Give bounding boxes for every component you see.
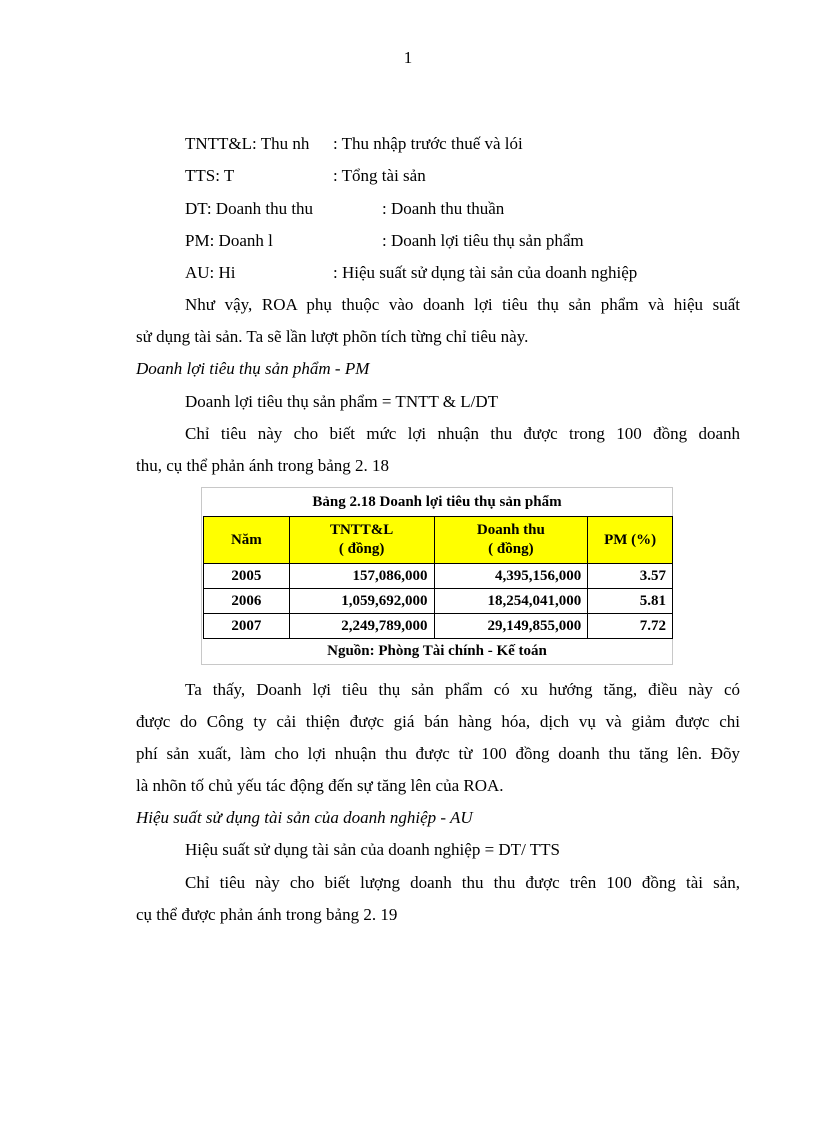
abbreviation-term: PM: Doanh l — [185, 231, 273, 250]
cell-pm: 3.57 — [588, 564, 673, 589]
header-pm: PM (%) — [588, 517, 673, 564]
table-caption: Bảng 2.18 Doanh lợi tiêu thụ sản phẩm — [312, 494, 562, 510]
cell-pm: 5.81 — [588, 589, 673, 614]
table-row — [204, 614, 673, 639]
abbreviation-definition: : Hiệu suất sử dụng tài sản của doanh nghiệp — [333, 263, 638, 282]
header-tntt: TNTT&L ( đồng) — [289, 517, 434, 564]
data-table — [203, 516, 673, 639]
table-header-row — [204, 517, 673, 564]
paragraph-line: Chỉ tiêu này cho biết mức lợi nhuận thu được trong 100 đồng doanh — [185, 424, 740, 443]
paragraph-line: được do Công ty cải thiện được giá bán hàng hóa, dịch vụ và giảm được chi — [136, 712, 740, 731]
formula-au: Hiệu suất sử dụng tài sản của doanh nghiệp = DT/ TTS — [185, 840, 560, 859]
section-heading-au: Hiệu suất sử dụng tài sản của doanh nghiệp - AU — [136, 808, 473, 827]
cell-year: 2006 — [204, 589, 290, 614]
paragraph-line: cụ thể được phản ánh trong bảng 2. 19 — [136, 905, 398, 924]
cell-revenue: 18,254,041,000 — [434, 589, 588, 614]
abbreviation-definition: : Thu nhập trước thuế và lói — [333, 134, 523, 153]
abbreviation-term: TNTT&L: Thu nh — [185, 134, 310, 153]
abbreviation-definition: : Doanh thu thuần — [382, 199, 505, 218]
pm-table — [201, 487, 673, 665]
table-row — [204, 589, 673, 614]
abbreviation-term: TTS: T — [185, 166, 235, 185]
cell-pm: 7.72 — [588, 614, 673, 639]
section-heading-pm: Doanh lợi tiêu thụ sản phẩm - PM — [136, 359, 370, 378]
abbreviation-definition: : Doanh lợi tiêu thụ sản phẩm — [382, 231, 584, 250]
cell-tntt: 2,249,789,000 — [289, 614, 434, 639]
paragraph-line: Ta thấy, Doanh lợi tiêu thụ sản phẩm có xu hướng tăng, điều này có — [185, 680, 740, 699]
paragraph-line: Như vậy, ROA phụ thuộc vào doanh lợi tiêu thụ sản phẩm và hiệu suất — [185, 295, 740, 314]
table-row — [204, 564, 673, 589]
cell-revenue: 4,395,156,000 — [434, 564, 588, 589]
paragraph-line: là nhõn tố chủ yếu tác động đến sự tăng lên của ROA. — [136, 776, 504, 795]
paragraph-line: Chỉ tiêu này cho biết lượng doanh thu thu được trên 100 đồng tài sản, — [185, 873, 740, 892]
abbreviation-term: DT: Doanh thu thu — [185, 199, 314, 218]
page-number: 1 — [403, 48, 413, 67]
paragraph-line: phí sản xuất, làm cho lợi nhuận thu được từ 100 đồng doanh thu tăng lên. Đõy — [136, 744, 740, 763]
abbreviation-definition: : Tổng tài sản — [333, 166, 426, 185]
paragraph-line: sử dụng tài sản. Ta sẽ lần lượt phõn tích từng chỉ tiêu này. — [136, 327, 529, 346]
table-source: Nguồn: Phòng Tài chính - Kế toán — [327, 643, 547, 659]
header-year: Năm — [204, 517, 290, 564]
cell-tntt: 1,059,692,000 — [289, 589, 434, 614]
paragraph-line: thu, cụ thể phản ánh trong bảng 2. 18 — [136, 456, 390, 475]
abbreviation-term: AU: Hi — [185, 263, 236, 282]
cell-tntt: 157,086,000 — [289, 564, 434, 589]
formula-pm: Doanh lợi tiêu thụ sản phẩm = TNTT & L/DT — [185, 392, 499, 411]
cell-year: 2007 — [204, 614, 290, 639]
header-revenue: Doanh thu ( đồng) — [434, 517, 588, 564]
cell-year: 2005 — [204, 564, 290, 589]
cell-revenue: 29,149,855,000 — [434, 614, 588, 639]
